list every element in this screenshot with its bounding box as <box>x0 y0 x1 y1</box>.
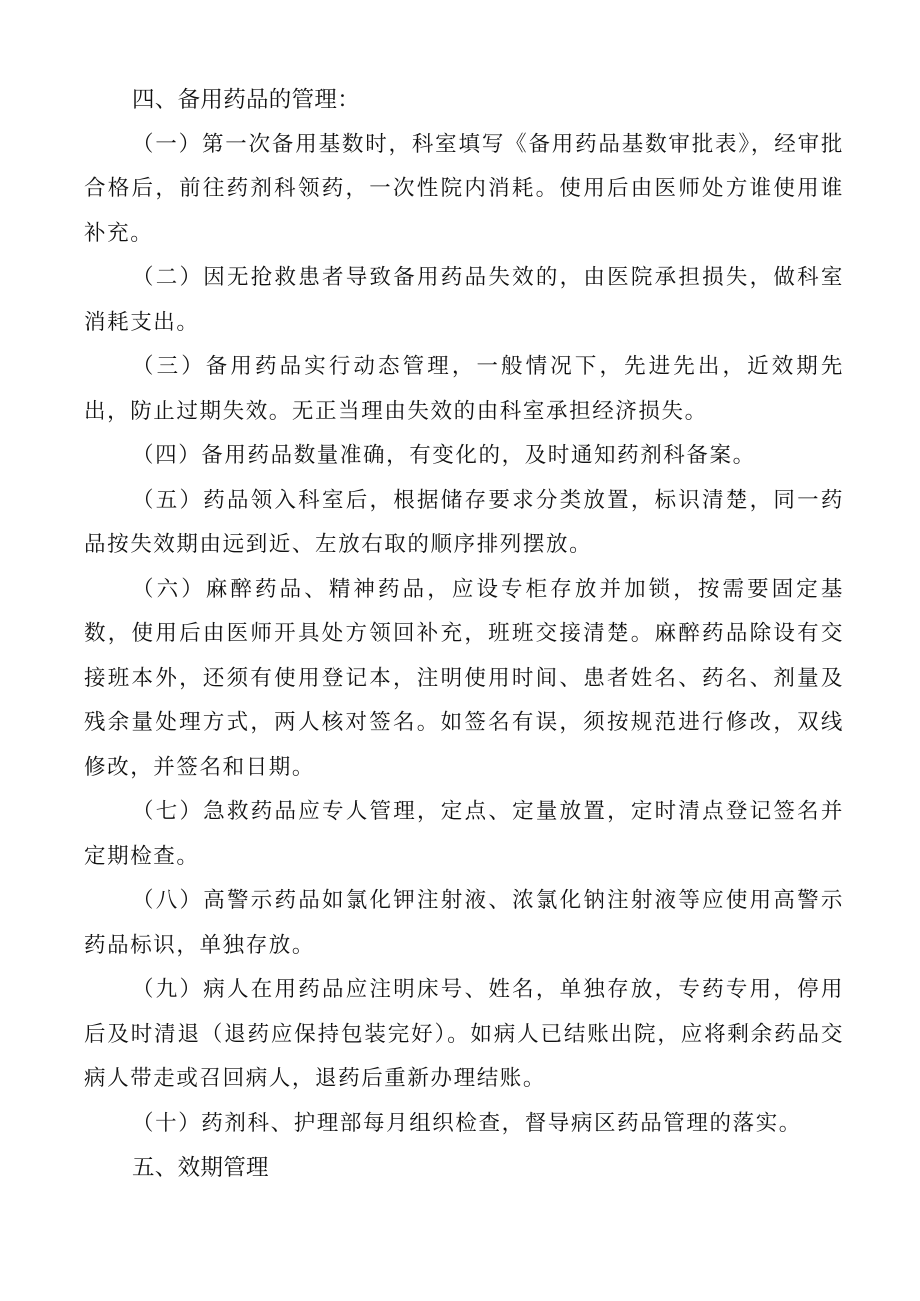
paragraph-item-1: （一）第一次备用基数时，科室填写《备用药品基数审批表》，经审批合格后，前往药剂科领药，一次性院内消耗。使用后由医师处方谁使用谁补充。 <box>84 131 844 246</box>
section-heading-4: 四、备用药品的管理： <box>132 87 361 113</box>
paragraph-item-10: （十）药剂科、护理部每月组织检查，督导病区药品管理的落实。 <box>132 1110 802 1136</box>
paragraph-item-3: （三）备用药品实行动态管理，一般情况下，先进先出，近效期先出，防止过期失效。无正当理由失效的由科室承担经济损失。 <box>84 354 844 424</box>
paragraph-item-9: （九）病人在用药品应注明床号、姓名，单独存放，专药专用，停用后及时清退（退药应保持包装完好）。如病人已结账出院，应将剩余药品交病人带走或召回病人，退药后重新办理结账。 <box>84 977 844 1091</box>
paragraph-item-6: （六）麻醉药品、精神药品，应设专柜存放并加锁，按需要固定基数，使用后由医师开具处方领回补充，班班交接清楚。麻醉药品除设有交接班本外，还须有使用登记本，注明使用时间、患者姓名、药名、剂量及残余量处理方式，两人核对签名。如签名有误，须按规范进行修改，双线修改，并签名和日期。 <box>84 576 844 780</box>
paragraph-item-2: （二）因无抢救患者导致备用药品失效的，由医院承担损失，做科室消耗支出。 <box>84 265 844 335</box>
paragraph-item-5: （五）药品领入科室后，根据储存要求分类放置，标识清楚，同一药品按失效期由远到近、左放右取的顺序排列摆放。 <box>84 487 844 557</box>
section-heading-5: 五、效期管理 <box>132 1155 269 1181</box>
paragraph-item-8: （八）高警示药品如氯化钾注射液、浓氯化钠注射液等应使用高警示药品标识，单独存放。 <box>84 888 844 958</box>
paragraph-item-7: （七）急救药品应专人管理，定点、定量放置，定时清点登记签名并定期检查。 <box>84 799 844 869</box>
document-body <box>84 78 844 1191</box>
paragraph-item-4: （四）备用药品数量准确，有变化的，及时通知药剂科备案。 <box>132 443 756 468</box>
